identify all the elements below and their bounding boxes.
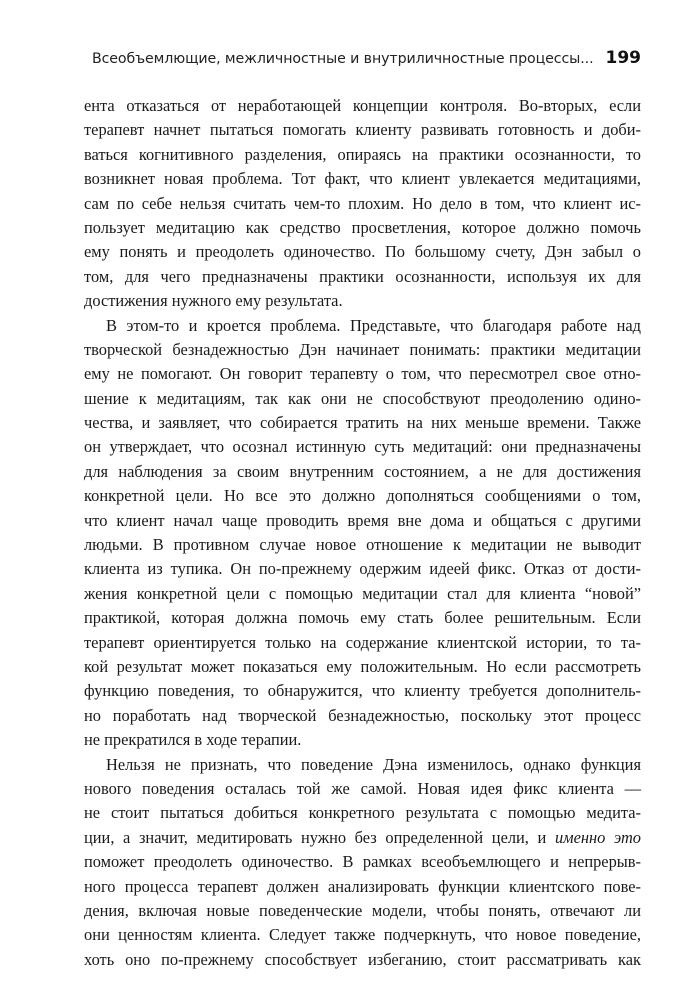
text-line: ного процесса терапевт должен анализировать функции клиентского пове- [84, 876, 641, 896]
text-line: пользует медитацию как средство просветления, которое должно помочь [84, 217, 641, 237]
text-line: клиента из тупика. Он по-прежнему одержим идеей фикс. Отказ от дости- [84, 559, 641, 579]
page-number: 199 [605, 48, 641, 68]
text-line: том, для чего предназначены практики осознанности, используя их для [84, 266, 641, 286]
emphasis-text: именно это [554, 827, 641, 847]
text-line: достижения нужного ему результата. [84, 291, 343, 311]
text-line: что клиент начал чаще проводить время вне дома и общаться с другими [84, 510, 641, 530]
text-line: не прекратился в ходе терапии. [84, 730, 302, 750]
text-line: возникнет новая проблема. Тот факт, что клиент увлекается медитациями, [84, 169, 641, 189]
text-line: ента отказаться от неработающей концепции контроля. Во-вторых, если [84, 96, 641, 115]
text-line: нового поведения осталась той же самой. Новая идея фикс клиента — [84, 778, 641, 798]
text-line: хоть оно по-прежнему способствует избеганию, стоит рассматривать как [84, 949, 641, 969]
text-line: ваться когнитивного разделения, опираясь на практики осознанности, то [84, 144, 641, 164]
text-line: людьми. В противном случае новое отношение к медитации не выводит [84, 535, 641, 555]
text-fragment: ции, а значит, медитировать нужно без определенной цели, и [84, 827, 555, 847]
text-line: чества, и заявляет, что собирается тратить на них меньше времени. Также [84, 413, 641, 433]
text-line: В этом-то и кроется проблема. Представьте, что благодаря работе над [106, 315, 641, 335]
text-line: он утверждает, что осознал истинную суть медитаций: они предназначены [84, 437, 641, 457]
text-line: для наблюдения за своим внутренним состоянием, а не для достижения [84, 461, 641, 481]
text-line: но поработать над творческой безнадежностью, поскольку этот процесс [84, 705, 641, 725]
paragraph-2 [84, 314, 641, 753]
text-line: дения, включая новые поведенческие модели, чтобы понять, отвечают ли [84, 900, 641, 920]
paragraph-3 [84, 753, 641, 973]
text-line: сам по себе нельзя считать чем-то плохим. Но дело в том, что клиент ис- [84, 193, 641, 213]
running-header [84, 48, 641, 74]
paragraph-1 [84, 94, 641, 314]
text-line: жения конкретной цели с помощью медитации стал для клиента “новой” [84, 583, 641, 603]
text-line: они ценностям клиента. Следует также подчеркнуть, что новое поведение, [84, 925, 641, 945]
body-text [84, 94, 641, 972]
text-line: шение к медитациям, так как они не способствуют преодолению одино- [84, 388, 641, 408]
text-line: ему понять и преодолеть одиночество. По большому счету, Дэн забыл о [84, 242, 641, 262]
text-line: практикой, которая должна помочь ему стать более решительным. Если [84, 608, 641, 628]
text-line: ему не помогают. Он говорит терапевту о том, что пересмотрел свое отно- [84, 364, 641, 384]
text-line: функцию поведения, то обнаружится, что клиенту требуется дополнитель- [84, 681, 641, 701]
text-line-with-emphasis [84, 826, 641, 850]
text-line: конкретной цели. Но все это должно дополняться сообщениями о том, [84, 486, 641, 506]
text-line: кой результат может показаться ему положительным. Но если рассмотреть [84, 656, 641, 676]
text-line: не стоит пытаться добиться конкретного результата с помощью медита- [84, 803, 641, 823]
text-line: терапевт начнет пытаться помогать клиенту развивать готовность и доби- [84, 120, 641, 140]
text-line: терапевт ориентируется только на содержание клиентской истории, то та- [84, 632, 641, 652]
running-title: Всеобъемлющие, межличностные и внутриличностные процессы... [91, 51, 594, 67]
text-line: творческой безнадежностью Дэн начинает понимать: практики медитации [84, 339, 641, 359]
text-line: поможет преодолеть одиночество. В рамках всеобъемлющего и непрерыв- [84, 852, 641, 872]
text-line: Нельзя не признать, что поведение Дэна изменилось, однако функция [106, 754, 641, 774]
